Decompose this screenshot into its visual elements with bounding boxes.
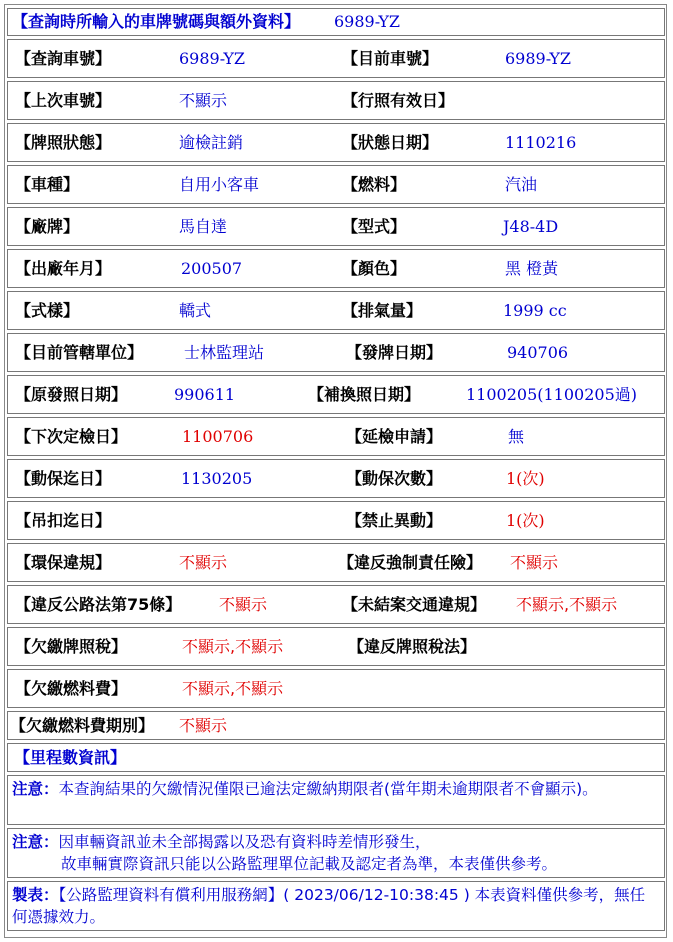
label-manufacture-date: 【出廠年月】 — [15, 259, 112, 278]
note-disclaimer-label: 注意： — [12, 833, 59, 851]
label-env-violation: 【環保違規】 — [15, 553, 112, 572]
value-query-plate: 6989-YZ — [179, 49, 246, 68]
value-mortgage-end: 1130205 — [181, 469, 253, 488]
value-current-plate: 6989-YZ — [505, 49, 572, 68]
value-transfer-ban: 1(次) — [506, 511, 545, 530]
row-last-plate — [7, 81, 665, 120]
query-header — [7, 8, 665, 36]
value-unpaid-fuel-fee-period: 不顯示 — [179, 716, 228, 735]
label-jurisdiction: 【目前管轄單位】 — [15, 343, 144, 362]
label-body-style: 【式樣】 — [15, 301, 80, 320]
value-model: J48-4D — [503, 217, 559, 236]
label-extension-request: 【延檢申請】 — [346, 427, 443, 446]
note-generated-text: 【公路監理資料有償利用服務網】( 2023/06/12-10:38:45 ) 本表資料僅供參考，無任何憑據效力。 — [12, 886, 646, 926]
label-brand: 【廠牌】 — [15, 217, 80, 236]
label-license-tax-violation: 【違反牌照稅法】 — [348, 637, 477, 656]
row-plate-status — [7, 123, 665, 162]
value-plate-status: 逾檢註銷 — [179, 133, 244, 152]
value-color: 黑 橙黃 — [505, 259, 559, 278]
label-next-inspection: 【下次定檢日】 — [15, 427, 128, 446]
value-vehicle-type: 自用小客車 — [179, 175, 260, 194]
value-open-traffic-violation: 不顯示,不顯示 — [516, 595, 618, 614]
note-arrears — [7, 775, 665, 825]
value-env-violation: 不顯示 — [179, 553, 228, 572]
label-fuel: 【燃料】 — [342, 175, 407, 194]
row-vehicle-type — [7, 165, 665, 204]
value-next-inspection: 1100706 — [182, 427, 254, 446]
row-jurisdiction — [7, 333, 665, 372]
note-generated — [7, 881, 665, 931]
row-fuel-fee — [7, 669, 665, 708]
value-brand: 馬自達 — [179, 217, 228, 236]
query-header-title: 【查詢時所輸入的車牌號碼與額外資料】 — [12, 12, 301, 31]
label-unpaid-fuel-fee: 【欠繳燃料費】 — [15, 679, 128, 698]
value-extension-request: 無 — [508, 427, 525, 446]
label-open-traffic-violation: 【未結案交通違規】 — [342, 595, 487, 614]
note-disclaimer-line1: 因車輛資訊並未全部揭露以及恐有資料時差情形發生， — [58, 833, 431, 851]
label-current-plate: 【目前車號】 — [342, 49, 439, 68]
label-unpaid-license-tax: 【欠繳牌照稅】 — [15, 637, 128, 656]
row-body-style — [7, 291, 665, 330]
value-reissue-date: 1100205(1100205過) — [466, 385, 638, 404]
row-chattel-mortgage — [7, 459, 665, 498]
label-transfer-ban: 【禁止異動】 — [346, 511, 443, 530]
label-plate-status: 【牌照狀態】 — [15, 133, 112, 152]
row-mileage — [7, 743, 665, 772]
value-highway-law-violation: 不顯示 — [219, 595, 268, 614]
note-disclaimer-line2: 故車輛實際資訊只能以公路監理單位記載及認定者為準，本表僅供參考。 — [61, 855, 558, 873]
label-query-plate: 【查詢車號】 — [15, 49, 112, 68]
row-env-violation — [7, 543, 665, 582]
value-fuel: 汽油 — [505, 175, 538, 194]
label-mortgage-count: 【動保次數】 — [346, 469, 443, 488]
label-model: 【型式】 — [342, 217, 407, 236]
value-unpaid-license-tax: 不顯示,不顯示 — [182, 637, 284, 656]
row-fuel-fee-period — [7, 711, 665, 740]
value-issue-date: 940706 — [507, 343, 569, 362]
value-original-issue-date: 990611 — [174, 385, 236, 404]
value-displacement: 1999 cc — [503, 301, 567, 320]
value-mortgage-count: 1(次) — [506, 469, 545, 488]
note-arrears-label: 注意： — [12, 780, 59, 798]
note-arrears-text: 本查詢結果的欠繳情況僅限已逾法定繳納期限者(當年期未逾期限者不會顯示)。 — [58, 780, 598, 798]
value-status-date: 1110216 — [505, 133, 577, 152]
note-generated-label: 製表： — [12, 886, 59, 904]
label-original-issue-date: 【原發照日期】 — [15, 385, 128, 404]
label-license-valid-date: 【行照有效日】 — [342, 91, 455, 110]
label-insurance-violation: 【違反強制責任險】 — [338, 553, 483, 572]
label-highway-law-violation: 【違反公路法第75條】 — [15, 595, 182, 614]
value-last-plate: 不顯示 — [179, 91, 228, 110]
row-original-issue — [7, 375, 665, 414]
label-reissue-date: 【補換照日期】 — [308, 385, 421, 404]
label-vehicle-type: 【車種】 — [15, 175, 80, 194]
value-unpaid-fuel-fee: 不顯示,不顯示 — [182, 679, 284, 698]
note-disclaimer — [7, 828, 665, 878]
label-color: 【顏色】 — [342, 259, 407, 278]
row-manufacture-date — [7, 249, 665, 288]
row-highway-law — [7, 585, 665, 624]
row-suspension — [7, 501, 665, 540]
value-manufacture-date: 200507 — [181, 259, 243, 278]
label-suspension-end: 【吊扣迄日】 — [15, 511, 112, 530]
row-license-tax — [7, 627, 665, 666]
row-brand — [7, 207, 665, 246]
label-unpaid-fuel-fee-period: 【欠繳燃料費期別】 — [10, 716, 155, 735]
mileage-section-title: 【里程數資訊】 — [14, 748, 127, 767]
label-issue-date: 【發牌日期】 — [346, 343, 443, 362]
row-plate — [7, 39, 665, 78]
query-header-plate: 6989-YZ — [334, 12, 401, 31]
label-mortgage-end: 【動保迄日】 — [15, 469, 112, 488]
row-next-inspection — [7, 417, 665, 456]
label-last-plate: 【上次車號】 — [15, 91, 112, 110]
label-displacement: 【排氣量】 — [342, 301, 423, 320]
value-insurance-violation: 不顯示 — [510, 553, 559, 572]
label-status-date: 【狀態日期】 — [342, 133, 439, 152]
value-jurisdiction: 士林監理站 — [184, 343, 265, 362]
value-body-style: 轎式 — [179, 301, 212, 320]
